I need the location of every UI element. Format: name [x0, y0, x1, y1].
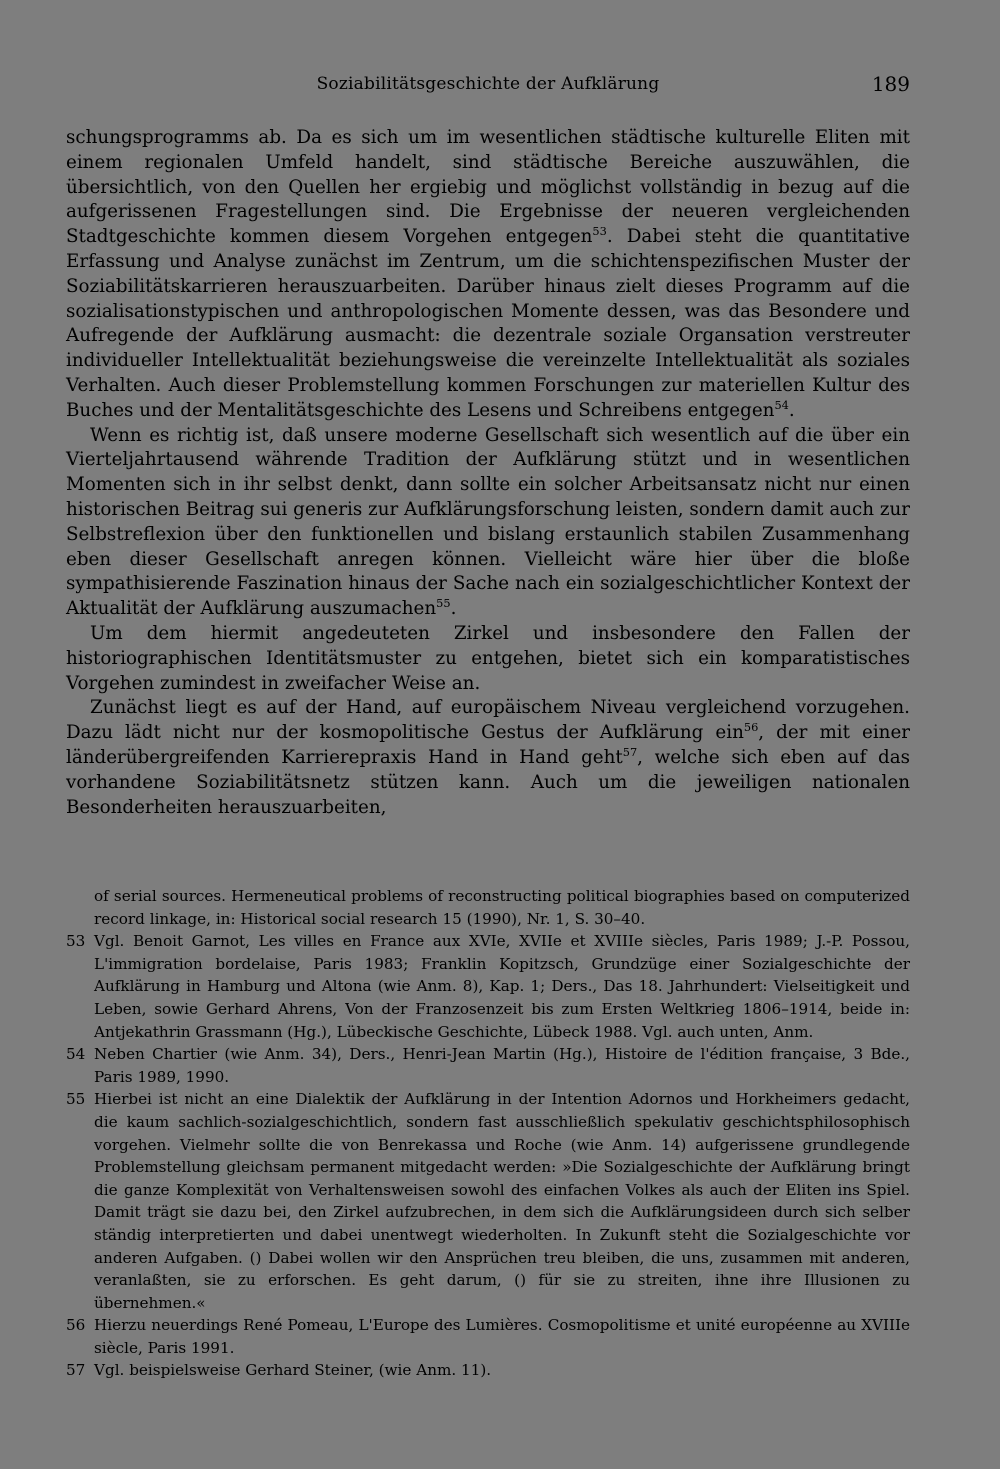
paragraph: [66, 126, 910, 424]
footnote-continuation: of serial sources. Hermeneutical problems of reconstructing political biographies based on computerized record linkage, in: Historical social research 15 (1990), Nr. 1, S. 30–40.: [94, 887, 910, 928]
footnote-number: 53: [66, 932, 86, 951]
text-run: .: [788, 399, 795, 421]
text-run: Wenn es richtig ist, daß unsere moderne Gesellschaft sich wesentlich auf die über ein Vierteljahrtausend währende Tradition der Aufklärung stützt und in wesentlichen Momenten sich in ihr selbst denkt, dann sollte ein solcher Arbeitsansatz nicht nur einen historischen Beitrag sui generis zur Aufklärungsforschung leisten, sondern damit auch zur Selbstreflexion über den funktionellen und bislang erstaunlich stabilen Zusammenhang eben dieser Gesellschaft anregen können. Vielleicht wäre hier über die bloße sympathisierende Faszination hinaus der Sache nach ein sozialgeschichtlicher Kontext der Aktualität der Aufklärung auszumachen: [66, 424, 910, 620]
main-text: [66, 126, 910, 820]
footnote-54: [66, 1043, 910, 1088]
footnote-text: Vgl. Benoit Garnot, Les villes en France aux XVIe, XVIIe et XVIIIe siècles, Paris 1989; J.-P. Possou, L'immigration bordelaise, Paris 1983; Franklin Kopitzsch, Grundzüge einer Sozialgeschichte der Aufklärung in Hamburg und Altona (wie Anm. 8), Kap. 1; Ders., Das 18. Jahrhundert: Vielseitigkeit und Leben, sowie Gerhard Ahrens, Von der Franzosenzeit bis zum Ersten Weltkrieg 1806–1914, beide in: Antjekathrin Grassmann (Hg.), Lübeckische Geschichte, Lübeck 1988. Vgl. auch unten, Anm.: [94, 932, 910, 1041]
footnote-number: 55: [66, 1090, 86, 1109]
running-title: Soziabilitätsgeschichte der Aufklärung: [316, 74, 660, 94]
running-head: [66, 74, 910, 104]
footnote-number: 56: [66, 1316, 86, 1335]
footnote-number: 57: [66, 1361, 86, 1380]
footnote-ref: 54: [774, 397, 789, 412]
footnote-ref: 57: [622, 744, 638, 759]
footnote-55: [66, 1088, 910, 1314]
text-run: . Dabei steht die quantitative Erfassung und Analyse zunächst im Zentrum, um die schichtenspezifischen Muster der Soziabilitätskarrieren herauszuarbeiten. Darüber hinaus zielt dieses Programm auf die sozialisationstypischen und anthropologischen Momente dessen, was das Besondere und Aufregende der Aufklärung ausmacht: die dezentrale soziale Organsation verstreuter individueller Intellektualität beziehungsweise die vereinzelte Intellektualität als soziales Verhalten. Auch dieser Problemstellung kommen Forschungen zur materiellen Kultur des Buches und der Mentalitätsgeschichte des Lesens und Schreibens entgegen: [66, 226, 910, 421]
text-run: .: [450, 598, 457, 620]
page-number: 189: [871, 72, 910, 96]
footnote-text: Hierbei ist nicht an eine Dialektik der Aufklärung in der Intention Adornos und Horkheimers gedacht, die kaum sachlich-sozialgeschichtlich, sondern fast ausschließlich spekulativ geschichtsphilosophisch vorgehen. Vielmehr sollte die von Benrekassa und Roche (wie Anm. 14) aufgerissene grundlegende Problemstellung gleichsam permanent mitgedacht werden: »Die Sozialgeschichte der Aufklärung bringt die ganze Komplexität von Verhaltensweisen sowohl des einfachen Volkes als auch der Eliten ins Spiel. Damit trägt sie dazu bei, den Zirkel aufzubrechen, in dem sich die Aufklärungsideen durch sich selber ständig interpretierten und dabei unentwegt wiederholten. In Zukunft steht die Sozialgeschichte vor anderen Aufgaben. () Dabei wollen wir den Ansprüchen treu bleiben, die uns, zusammen mit anderen, veranlaßten, sie zu erforschen. Es geht darum, () für sie zu streiten, ihne ihre Illusionen zu übernehmen.«: [94, 1090, 910, 1312]
text-run: , der mit einer länderübergreifenden Karrierepraxis Hand in Hand geht: [66, 722, 911, 768]
paragraph: [66, 424, 910, 622]
paragraph: Um dem hiermit angedeuteten Zirkel und insbesondere den Fallen der historiographischen Identitätsmuster zu entgehen, bietet sich ein komparatistisches Vorgehen zumindest in zweifacher Weise an.: [66, 622, 910, 694]
footnote-56: [66, 1314, 910, 1359]
text-run: , welche sich eben auf das vorhandene Soziabilitätsnetz stützen kann. Auch um die jeweiligen nationalen Besonderheiten herauszuarbeiten,: [66, 746, 910, 818]
paragraph: [66, 696, 910, 820]
footnote-ref: 56: [743, 720, 759, 735]
footnote-text: Vgl. beispielsweise Gerhard Steiner, (wie Anm. 11).: [94, 1361, 492, 1380]
footnote-53: [66, 930, 910, 1043]
text-run: schungsprogramms ab. Da es sich um im wesentlichen städtische kulturelle Eliten mit einem regionalen Umfeld handelt, sind städtische Bereiche auszuwählen, die übersichtlich, von den Quellen her ergiebig und möglichst vollständig in bezug auf die aufgerissenen Fragestellungen sind. Die Ergebnisse der neueren vergleichenden Stadtgeschichte kommen diesem Vorgehen entgegen: [66, 127, 910, 248]
footnote-number: 54: [66, 1045, 86, 1064]
footnote-ref: 55: [436, 596, 451, 611]
footnote-text: Hierzu neuerdings René Pomeau, L'Europe des Lumières. Cosmopolitisme et unité européenne au XVIIIe siècle, Paris 1991.: [94, 1316, 910, 1357]
footnotes: [66, 885, 910, 1382]
footnote-ref: 53: [592, 224, 607, 239]
footnote-text: Neben Chartier (wie Anm. 34), Ders., Henri-Jean Martin (Hg.), Histoire de l'édition française, 3 Bde., Paris 1989, 1990.: [94, 1045, 910, 1086]
text-run: Zunächst liegt es auf der Hand, auf europäischem Niveau vergleichend vorzugehen. Dazu lädt nicht nur der kosmopolitische Gestus der Aufklärung ein: [66, 697, 910, 744]
footnote-57: [66, 1359, 910, 1382]
